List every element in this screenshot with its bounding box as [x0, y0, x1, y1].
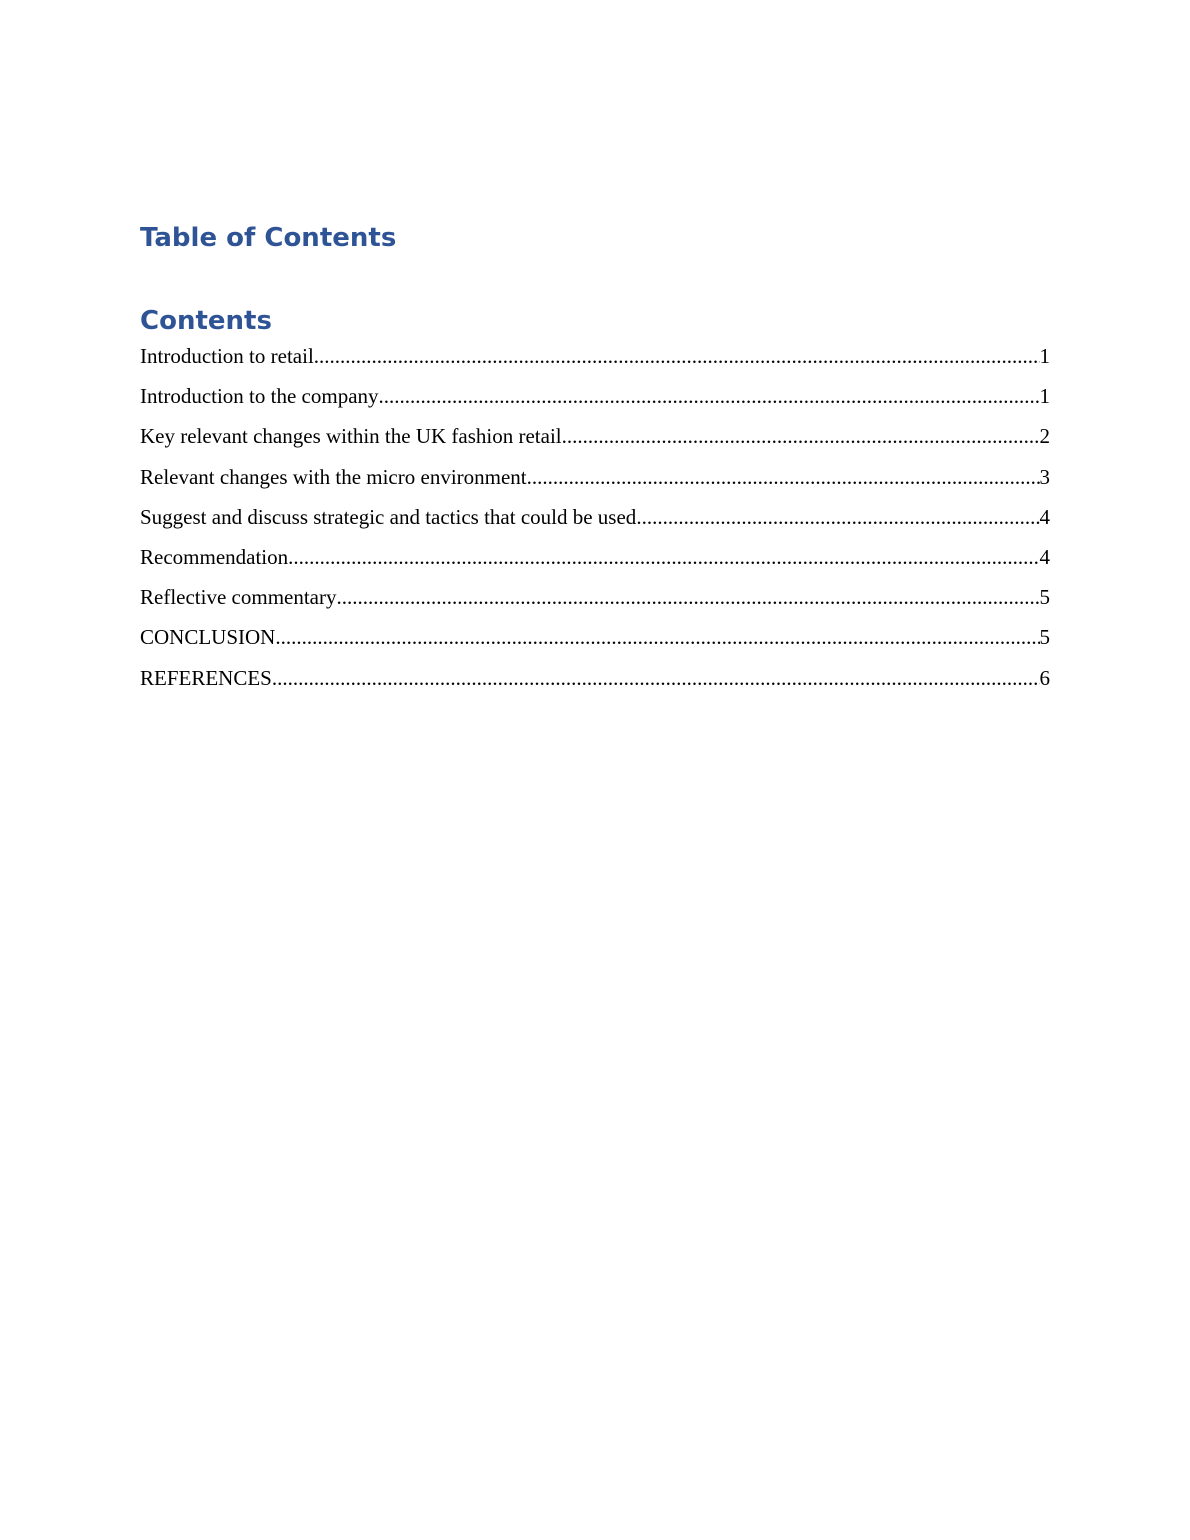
toc-entry-references[interactable]	[140, 663, 1050, 703]
toc-entry-title: Introduction to the company	[140, 384, 379, 409]
toc-dot-leader	[337, 582, 1040, 612]
toc-entry-title: Relevant changes with the micro environment	[140, 464, 527, 489]
toc-page-number: 3	[1039, 464, 1050, 489]
toc-dot-leader	[527, 462, 1040, 492]
toc-dot-leader	[288, 542, 1039, 572]
toc-page-number: 4	[1039, 544, 1050, 569]
toc-entry-reflective-commentary[interactable]	[140, 582, 1050, 622]
toc-dot-leader	[275, 622, 1039, 652]
toc-dot-leader	[314, 341, 1040, 371]
toc-dot-leader	[272, 663, 1040, 693]
toc-page-number: 1	[1039, 344, 1050, 368]
toc-page-number: 5	[1039, 585, 1050, 610]
toc-dot-leader	[379, 381, 1040, 411]
toc-entry-title: Recommendation	[140, 544, 289, 569]
toc-page-number: 6	[1039, 665, 1050, 690]
toc-entry-introduction-to-retail[interactable]	[140, 341, 1050, 381]
toc-entry-strategic-and-tactics[interactable]	[140, 502, 1050, 542]
toc-entry-title: CONCLUSION	[140, 625, 276, 650]
toc-list	[140, 341, 1050, 703]
toc-entry-title: Introduction to retail	[140, 344, 314, 368]
toc-entry-title: Suggest and discuss strategic and tactics that could be used	[140, 504, 637, 529]
toc-page-number: 4	[1039, 504, 1050, 529]
toc-dot-leader	[562, 421, 1040, 451]
toc-entry-conclusion[interactable]	[140, 622, 1050, 662]
toc-dot-leader	[636, 502, 1039, 532]
page-title: Table of Contents	[140, 223, 397, 253]
toc-page-number: 5	[1039, 625, 1050, 650]
toc-entry-introduction-to-the-company[interactable]	[140, 381, 1050, 421]
toc-entry-title: Reflective commentary	[140, 585, 337, 610]
toc-entry-key-relevant-changes[interactable]	[140, 421, 1050, 461]
contents-heading: Contents	[140, 306, 272, 336]
toc-page-number: 1	[1039, 384, 1050, 409]
toc-entry-micro-environment[interactable]	[140, 462, 1050, 502]
toc-entry-recommendation[interactable]	[140, 542, 1050, 582]
toc-page-number: 2	[1039, 424, 1050, 449]
toc-entry-title: REFERENCES	[140, 665, 272, 690]
toc-entry-title: Key relevant changes within the UK fashion retail	[140, 424, 562, 449]
